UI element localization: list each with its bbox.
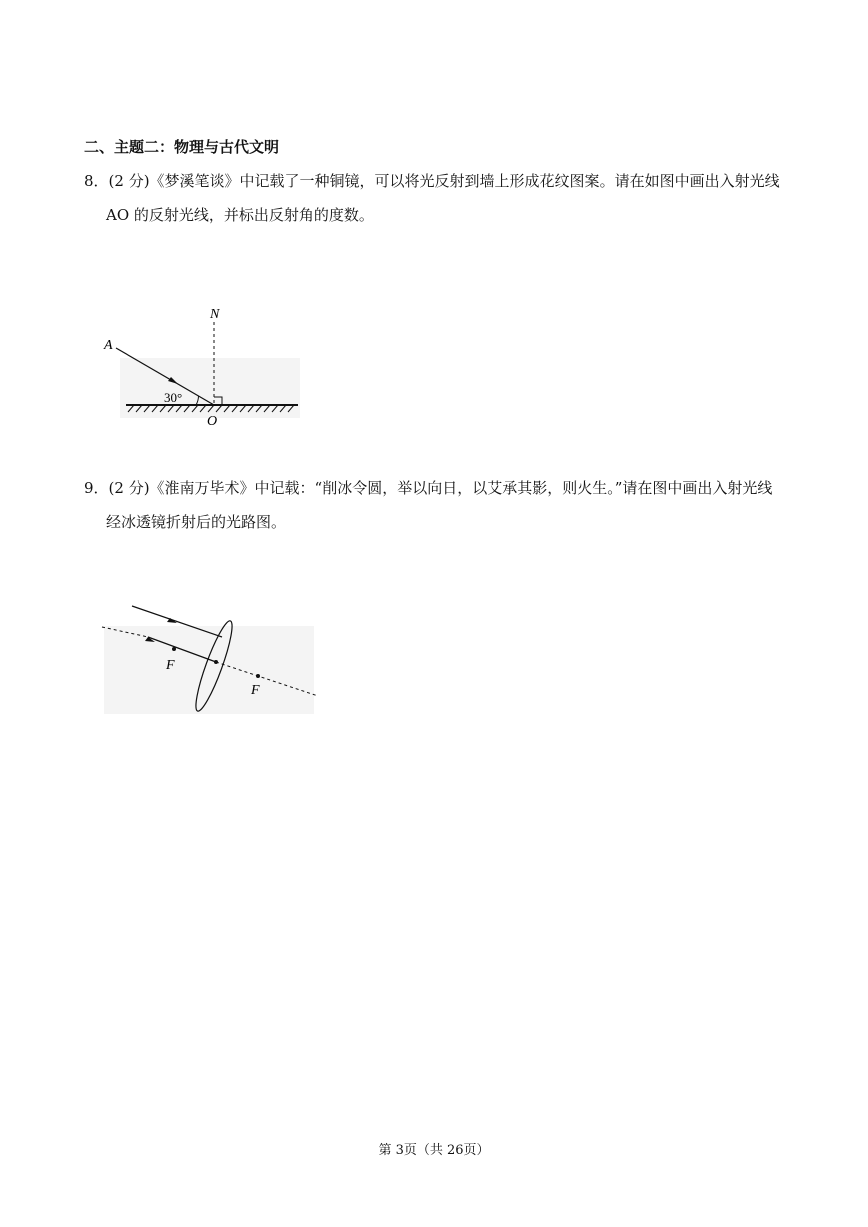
label-n: N [210,307,220,322]
question-8-line-2: AO 的反射光线，并标出反射角的度数。 [106,206,374,224]
lens-diagram [100,598,325,723]
label-f-left: F [166,658,175,673]
focal-point-left [172,647,176,651]
question-9-line-1: 9．(2 分)《淮南万毕术》中记载：“削冰令圆，举以向日，以艾承其影，则火生。”请在图中画出入射光线 [84,479,773,497]
label-o: O [207,414,218,429]
reflection-diagram [100,300,310,430]
question-9-line-2: 经冰透镜折射后的光路图。 [106,513,287,531]
question-8-line-1: 8．(2 分)《梦溪笔谈》中记载了一种铜镜，可以将光反射到墙上形成花纹图案。请在如图中画出入射光线 [84,172,780,190]
diagram-background [104,626,314,714]
focal-point-right [256,674,260,678]
optical-center [214,660,218,664]
section-title: 二、主题二：物理与古代文明 [84,138,280,156]
label-angle: 30° [164,390,183,405]
label-a: A [104,338,113,353]
page-footer: 第 3页（共 26页） [378,1143,490,1158]
label-f-right: F [251,683,260,698]
